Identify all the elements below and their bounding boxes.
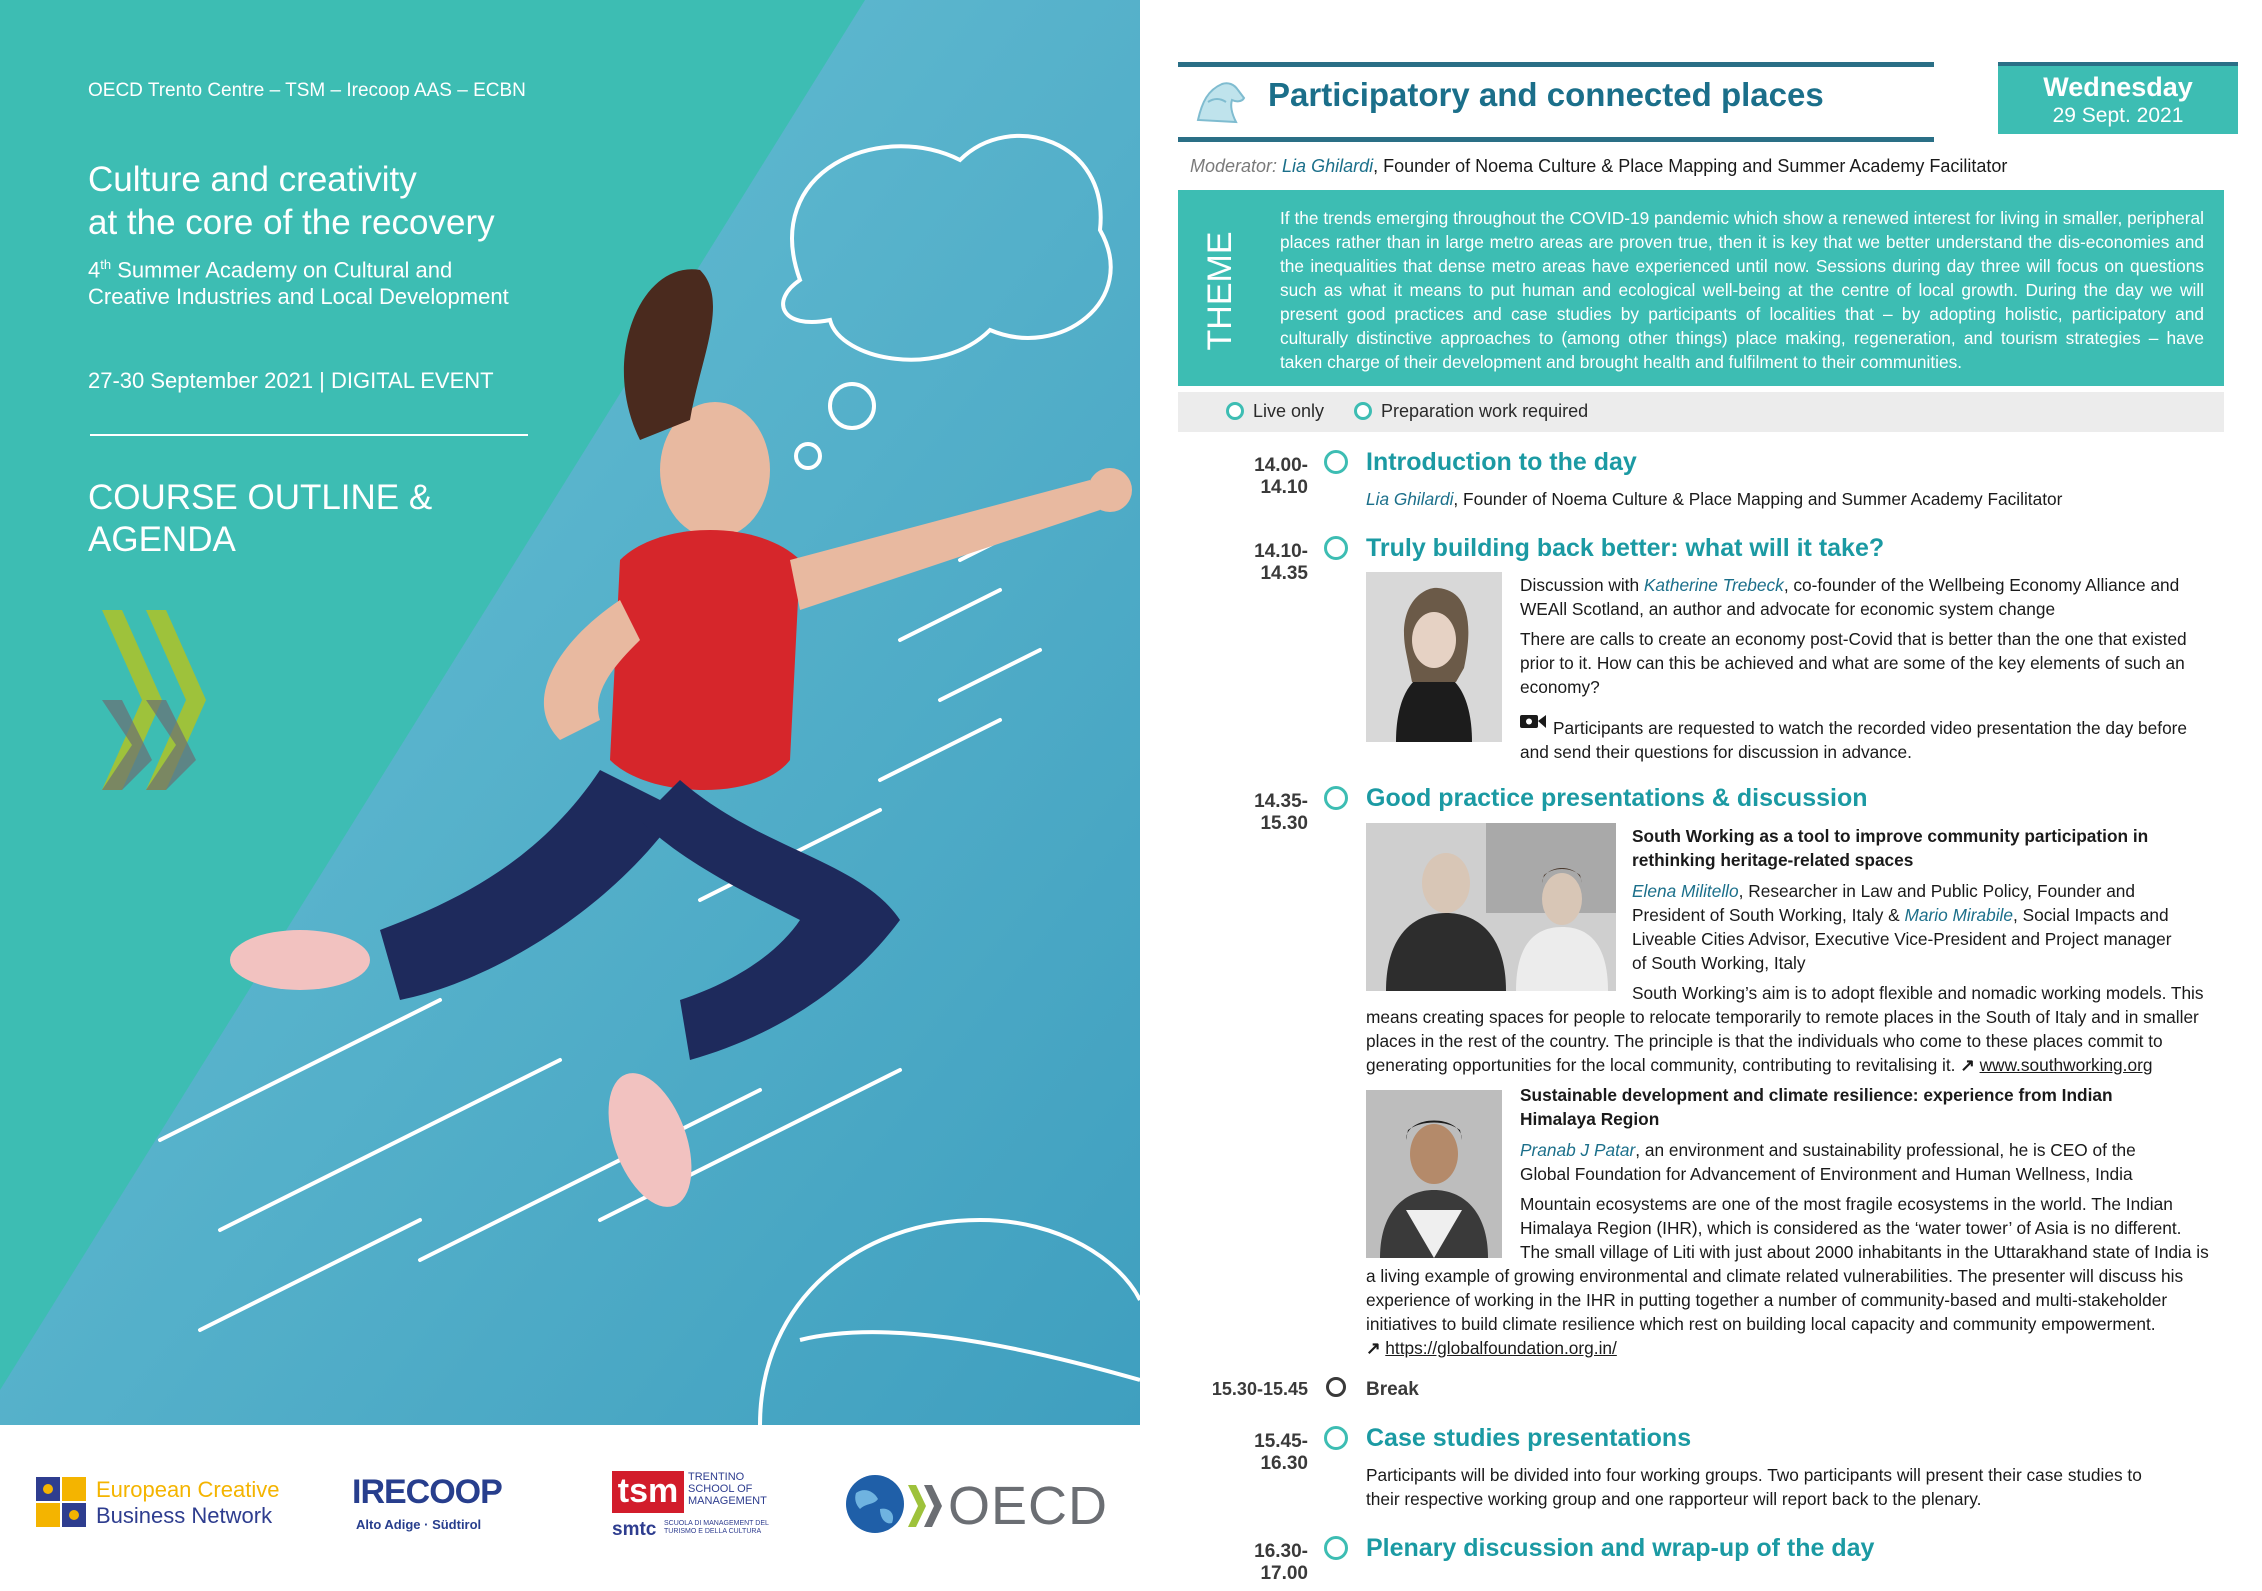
cover-text-block — [0, 0, 1140, 1425]
course-outline-line1: COURSE OUTLINE & — [88, 478, 433, 517]
p1-title-line2: rethinking heritage-related spaces — [1632, 850, 1914, 870]
p2-desc-line5: experience of working in the IHR in putting together a number of community-based and multi-stakeholder — [1366, 1290, 2168, 1310]
subtitle-rest: Summer Academy on Cultural and — [111, 257, 453, 283]
tsm-logo — [612, 1469, 782, 1545]
p1-desc-line2: means creating spaces for people to relocate temporarily to remote places in the South of Italy and in smaller — [1366, 1007, 2199, 1027]
p1-desc-line4 — [1366, 1053, 2226, 1077]
moderator-role: , Founder of Noema Culture & Place Mapping and Summer Academy Facilitator — [1373, 156, 2008, 176]
s2-discussion-line2: WEAll Scotland, an author and advocate for economic system change — [1520, 599, 2056, 619]
ecbn-mark-icon — [34, 1473, 88, 1531]
speaker-name: Mario Mirabile — [1904, 905, 2013, 925]
slot-title: Good practice presentations & discussion — [1366, 784, 1868, 812]
s5-desc-line2: their respective working group and one rapporteur will report back to the plenary. — [1366, 1489, 1982, 1509]
ecbn-line2: Business Network — [96, 1503, 273, 1528]
p2-title-line2: Himalaya Region — [1520, 1109, 1660, 1129]
cover-subtitle-line1 — [88, 257, 452, 283]
moderator-name: Lia Ghilardi — [1282, 156, 1374, 176]
speaker-role: , an environment and sustainability professional, he is CEO of the — [1635, 1140, 2136, 1160]
slot-title: Introduction to the day — [1366, 448, 1637, 476]
tsm-abbr: tsm — [612, 1471, 684, 1513]
speaker-role: , co-founder of the Wellbeing Economy Alliance and — [1783, 575, 2180, 595]
circle-icon — [1324, 1426, 1348, 1450]
irecoop-logo — [352, 1473, 502, 1543]
slot-title: Plenary discussion and wrap-up of the day — [1366, 1534, 1875, 1562]
p2-link-line — [1366, 1336, 2226, 1360]
circle-icon — [1354, 402, 1372, 420]
speakers-photo — [1366, 823, 1616, 991]
p1-speakers-line1 — [1632, 879, 2226, 903]
ecbn-line1: European Creative — [96, 1477, 280, 1502]
header-rule-top — [1178, 62, 1934, 67]
tsm-school-name: TRENTINO SCHOOL OF MANAGEMENT — [688, 1471, 767, 1507]
cover-title-line1: Culture and creativity — [88, 160, 417, 199]
oecd-chevron-icon — [908, 1485, 944, 1527]
globalfoundation-link[interactable]: https://globalfoundation.org.in/ — [1385, 1338, 1617, 1358]
p2-desc-line1: Mountain ecosystems are one of the most fragile ecosystems in the world. The Indian — [1520, 1194, 2173, 1214]
irecoop-subtitle: Alto Adige · Südtirol — [356, 1517, 482, 1532]
theme-label-text: THEME — [1201, 231, 1239, 351]
slot-time: 15.30-15.45 — [1211, 1379, 1308, 1399]
legend-live-only — [1226, 401, 1324, 422]
theme-box — [1178, 190, 2224, 386]
ecbn-logo — [34, 1473, 294, 1539]
moderator-label: Moderator: — [1190, 156, 1283, 176]
legend-prep-label: Preparation work required — [1381, 401, 1589, 421]
oecd-name: OECD — [948, 1476, 1109, 1536]
oecd-logo — [844, 1473, 1109, 1539]
slot-speaker — [1366, 487, 2226, 511]
speaker-photo — [1366, 1090, 1502, 1258]
horse-head-icon — [1188, 72, 1250, 134]
cover-title-line2: at the core of the recovery — [88, 203, 495, 242]
p1-desc-line1: South Working’s aim is to adopt flexible and nomadic working models. This — [1632, 983, 2204, 1003]
speaker-photo — [1366, 572, 1502, 742]
irecoop-name: IRECOOP — [352, 1473, 502, 1511]
circle-icon — [1226, 402, 1244, 420]
speaker-name: Pranab J Patar — [1520, 1140, 1636, 1160]
p1-speakers-line2 — [1632, 903, 2226, 927]
moderator-line — [1190, 156, 2007, 177]
slot-title-break: Break — [1366, 1379, 1419, 1400]
theme-text: If the trends emerging throughout the COVID-19 pandemic which show a renewed interest for living in smaller, peripheral places rather than in large metro areas are proven true, then it is key that we better understand the dis-economies and the inequalities that dense metro areas have experienced until now. Sessions during day three will focus on questions such as what it means to put human and ecological well-being at the centre of local growth. During the day we will present good practices and case studies by participants of localities that – by adopting holistic, participatory and culturally distinctive approaches to (among other things) place making, regeneration, and tourism strategies – have taken charge of their development and brought health and fulfilment to their communities. — [1280, 208, 2204, 372]
legend-prep-required — [1354, 401, 1588, 422]
slot-title: Truly building back better: what will it take? — [1366, 534, 1885, 562]
theme-label — [1200, 224, 1240, 358]
s2-question-line1: There are calls to create an economy post-Covid that is better than the one that existed — [1520, 629, 2187, 649]
p1-speakers-line4: of South Working, Italy — [1632, 953, 1806, 973]
day-date: 29 Sept. 2021 — [2052, 104, 2184, 127]
slot-time: 14.00-14.10 — [1254, 455, 1308, 498]
p1-desc-text: generating opportunities for the local community, contributing to revitalising it. — [1366, 1055, 1961, 1075]
external-link-arrow-icon: ↗ — [1366, 1338, 1386, 1358]
circle-icon — [1324, 450, 1348, 474]
agenda-page — [1140, 0, 2262, 1591]
legend-bar — [1178, 392, 2224, 432]
day-name: Wednesday — [2043, 72, 2193, 102]
organizers-line: OECD Trento Centre – TSM – Irecoop AAS – ECBN — [88, 80, 526, 101]
tsm-smtc-sub: SCUOLA DI MANAGEMENT DEL TURISMO E DELLA CULTURA — [664, 1520, 769, 1535]
southworking-link[interactable]: www.southworking.org — [1979, 1055, 2153, 1075]
p2-desc-line6: initiatives to build climate resilience which rest on building local capacity and community empowerment. — [1366, 1314, 2156, 1334]
speaker-role: President of South Working, Italy & — [1632, 905, 1905, 925]
circle-icon — [1324, 786, 1348, 810]
ordinal-suffix: th — [100, 257, 112, 272]
cover-divider — [90, 434, 528, 436]
discussion-intro: Discussion with — [1520, 575, 1644, 595]
p2-speaker-line2: Global Foundation for Advancement of Environment and Human Wellness, India — [1520, 1164, 2133, 1184]
circle-icon — [1326, 1377, 1346, 1397]
slot-time: 16.30-17.00 — [1254, 1541, 1308, 1584]
p2-speaker-line1 — [1520, 1138, 2226, 1162]
s2-question-line3: economy? — [1520, 677, 1600, 697]
external-link-arrow-icon: ↗ — [1960, 1055, 1980, 1075]
speaker-name: Katherine Trebeck — [1643, 575, 1784, 595]
p1-speakers-line3: Liveable Cities Advisor, Executive Vice-President and Project manager — [1632, 929, 2172, 949]
s2-discussion-line1 — [1520, 573, 2226, 597]
circle-icon — [1324, 536, 1348, 560]
ordinal-number: 4 — [88, 257, 101, 283]
cover-subtitle-line2: Creative Industries and Local Development — [88, 284, 509, 309]
slot-time: 14.10-14.35 — [1254, 541, 1308, 584]
slot-time: 14.35-15.30 — [1254, 791, 1308, 834]
p2-desc-line2: Himalaya Region (IHR), which is considered as the ‘water tower’ of Asia is no different. — [1520, 1218, 2182, 1238]
speaker-role: , Founder of Noema Culture & Place Mapping and Summer Academy Facilitator — [1453, 489, 2063, 509]
speaker-role: , Researcher in Law and Public Policy, Founder and — [1738, 881, 2136, 901]
partner-logos-bar — [0, 1425, 1140, 1591]
video-camera-icon — [1520, 712, 1546, 730]
s2-note-line2: and send their questions for discussion in advance. — [1520, 742, 1912, 762]
globe-icon — [844, 1473, 906, 1535]
day-badge — [1998, 62, 2238, 134]
speaker-name: Lia Ghilardi — [1366, 489, 1454, 509]
p2-title-line1: Sustainable development and climate resilience: experience from Indian — [1520, 1085, 2113, 1105]
speaker-name: Elena Militello — [1632, 881, 1739, 901]
speaker-role: , Social Impacts and — [2013, 905, 2169, 925]
event-dates: 27-30 September 2021 | DIGITAL EVENT — [88, 368, 494, 393]
section-title: Participatory and connected places — [1268, 76, 1824, 113]
slot-time: 15.45-16.30 — [1254, 1431, 1308, 1474]
course-outline-line2: AGENDA — [88, 520, 236, 559]
s2-note-line1: Participants are requested to watch the recorded video presentation the day before — [1553, 718, 2188, 738]
header-rule-bottom — [1178, 137, 1934, 142]
tsm-smtc: smtc — [612, 1519, 657, 1540]
p2-desc-line3: The small village of Liti with just about 2000 inhabitants in the Uttarakhand state of India is — [1520, 1242, 2209, 1262]
p2-desc-line4: a living example of growing environmental and climate related vulnerabilities. The presenter will discuss his — [1366, 1266, 2184, 1286]
p1-title-line1: South Working as a tool to improve community participation in — [1632, 826, 2149, 846]
slot-title: Case studies presentations — [1366, 1424, 1692, 1452]
circle-icon — [1324, 1536, 1348, 1560]
legend-live-label: Live only — [1253, 401, 1325, 421]
s5-desc-line1: Participants will be divided into four working groups. Two participants will present their case studies to — [1366, 1465, 2142, 1485]
p1-desc-line3: places in the rest of the country. The principle is that the individuals who come to these places commit to — [1366, 1031, 2163, 1051]
s2-question-line2: prior to it. How can this be achieved and what are some of the key elements of such an — [1520, 653, 2185, 673]
